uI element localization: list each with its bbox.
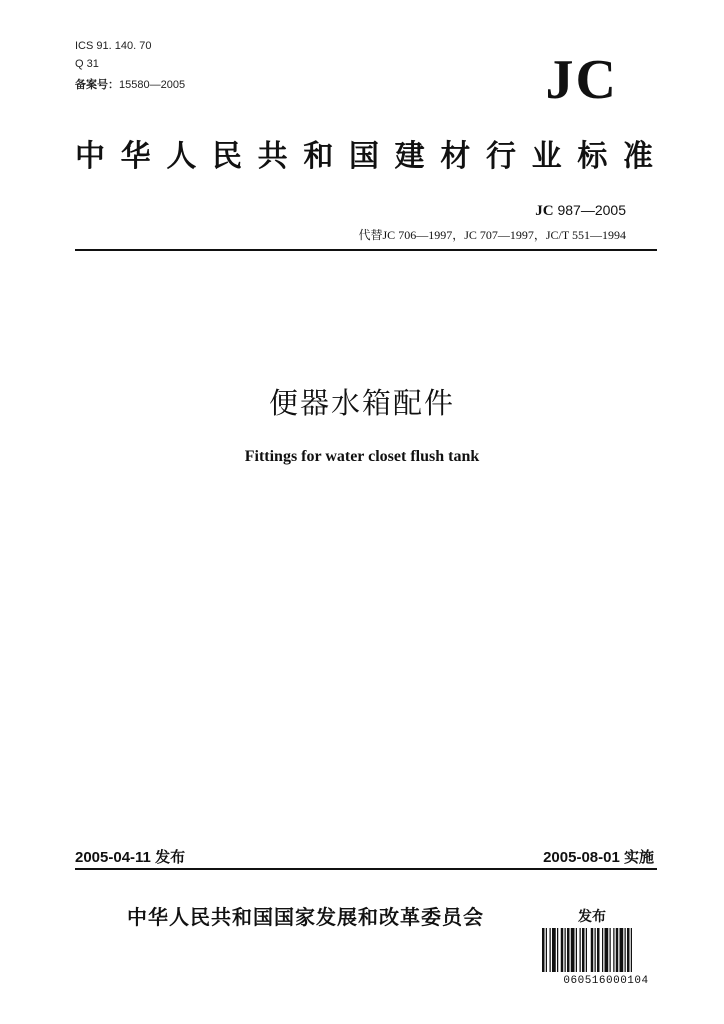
- filing-record: [75, 76, 185, 92]
- document-title-cn: 便器水箱配件: [268, 386, 455, 420]
- publish-label: 发布: [578, 909, 606, 925]
- standard-number-value: 987—2005: [553, 202, 626, 218]
- publisher-name: 中华人民共和国国家发展和改革委员会: [127, 905, 484, 929]
- standard-number: [535, 202, 626, 220]
- filing-number: 15580—2005: [119, 79, 186, 91]
- standard-prefix: JC: [535, 203, 554, 219]
- filing-label: 备案号：: [75, 78, 119, 91]
- issue-date: 2005-04-11 发布: [75, 849, 186, 866]
- barcode-number: 060516000104: [563, 975, 649, 987]
- top-divider: [75, 249, 657, 251]
- main-title: 中华人民共和国建材行业标准: [75, 139, 653, 174]
- ics-code: ICS 91. 140. 70: [75, 40, 152, 52]
- jc-logo: JC: [545, 49, 618, 111]
- bottom-divider: [75, 868, 657, 870]
- document-title-en: Fittings for water closet flush tank: [244, 448, 480, 465]
- replaces-standards: 代替JC 706—1997，JC 707—1997，JC/T 551—1994: [358, 228, 626, 242]
- classification-code: Q 31: [75, 58, 99, 70]
- implementation-date: 2005-08-01 实施: [543, 849, 654, 866]
- barcode-icon: [541, 928, 671, 972]
